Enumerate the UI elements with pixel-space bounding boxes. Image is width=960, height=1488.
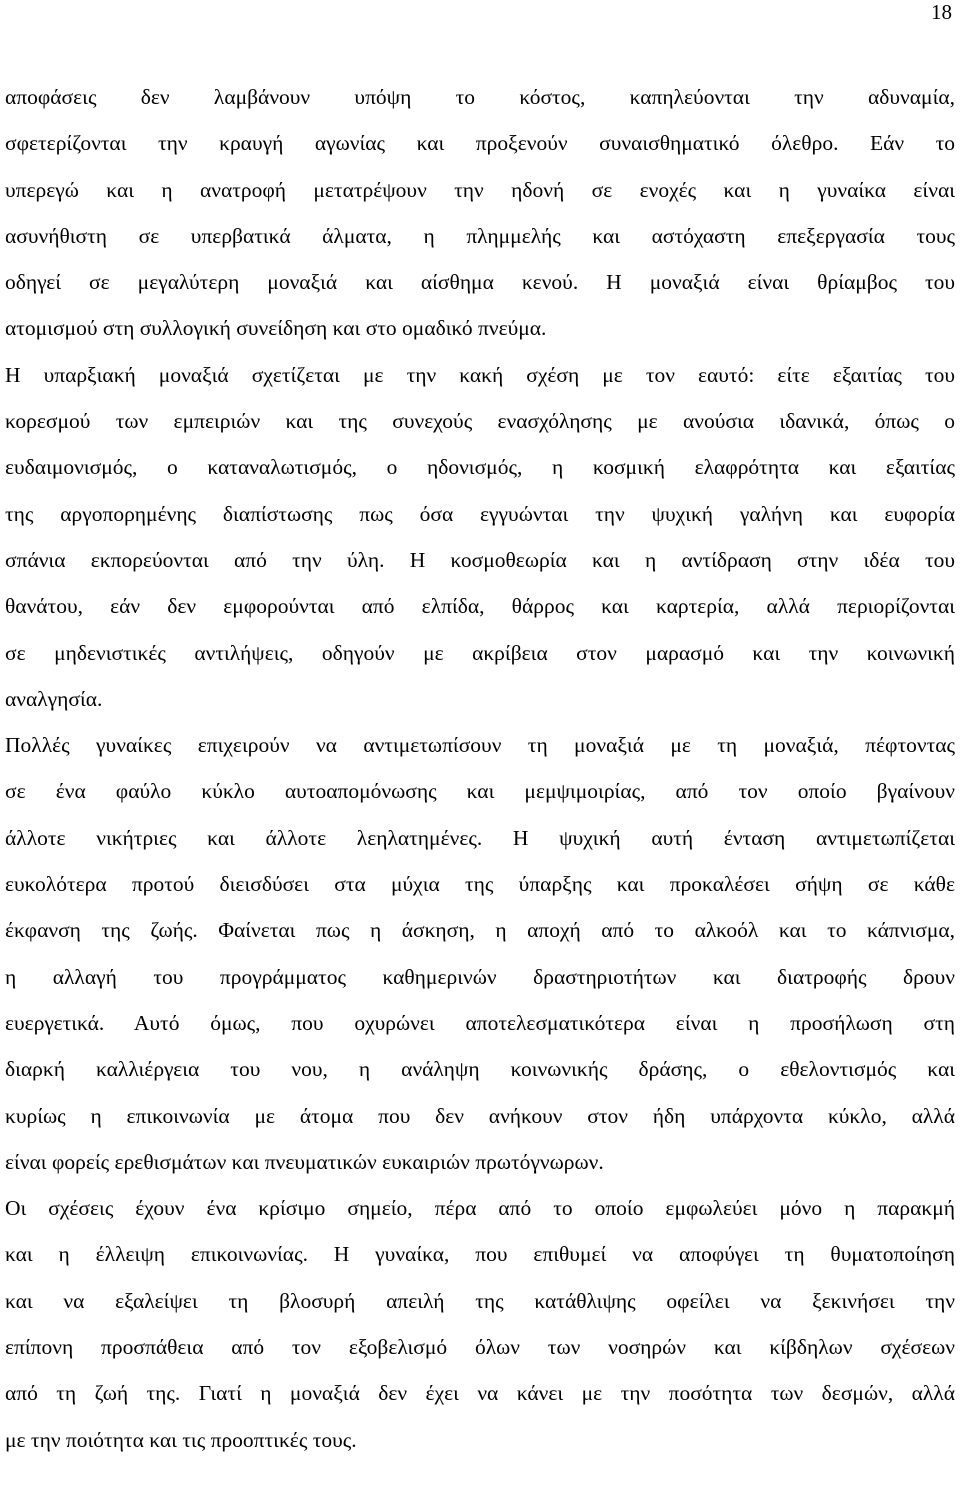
text-line: διαρκή καλλιέργεια του νου, η ανάληψη κοινωνικής δράσης, ο εθελοντισμός και xyxy=(5,1057,955,1082)
text-line: κορεσμού των εμπειριών και της συνεχούς ενασχόλησης με ανούσια ιδανικά, όπως ο xyxy=(5,409,955,434)
text-line: της αργοπορημένης διαπίστωσης πως όσα εγγυώνται την ψυχική γαλήνη και ευφορία xyxy=(5,501,955,526)
text-line: αποφάσεις δεν λαμβάνουν υπόψη το κόστος, καπηλεύονται την αδυναμία, xyxy=(5,85,955,109)
document-body xyxy=(5,74,955,1463)
text-line: Η υπαρξιακή μοναξιά σχετίζεται με την κακή σχέση με τον εαυτό: είτε εξαιτίας του xyxy=(5,362,955,387)
paragraph xyxy=(5,722,955,1463)
text-line: ευκολότερα προτού διεισδύσει στα μύχια της ύπαρξης και προκαλέσει σήψη σε κάθε xyxy=(5,872,955,897)
text-line: είναι φορείς ερεθισμάτων και πνευματικών ευκαιριών πρωτόγνωρων. xyxy=(5,1149,604,1174)
text-line: ατομισμού στη συλλογική συνείδηση και στο ομαδικό πνεύμα. xyxy=(5,316,547,341)
text-line: με την ποιότητα και τις προοπτικές τους. xyxy=(5,1427,357,1452)
text-line: σφετερίζονται την κραυγή αγωνίας και προξενούν συναισθηματικό όλεθρο. Εάν το xyxy=(5,131,955,156)
text-line: Πολλές γυναίκες επιχειρούν να αντιμετωπίσουν τη μοναξιά με τη μοναξιά, πέφτοντας xyxy=(5,733,955,758)
text-line: και η έλλειψη επικοινωνίας. Η γυναίκα, που επιθυμεί να αποφύγει τη θυματοποίηση xyxy=(5,1242,955,1267)
page-number: 18 xyxy=(931,0,952,24)
text-line: έκφανση της ζωής. Φαίνεται πως η άσκηση, η αποχή από το αλκοόλ και το κάπνισμα, xyxy=(5,918,955,943)
text-line: η αλλαγή του προγράμματος καθημερινών δραστηριοτήτων και διατροφής δρουν xyxy=(5,964,955,989)
text-line: θανάτου, εάν δεν εμφορούνται από ελπίδα, θάρρος και καρτερία, αλλά περιορίζονται xyxy=(5,594,955,619)
text-line: επίπονη προσπάθεια από τον εξοβελισμό όλων των νοσηρών και κίβδηλων σχέσεων xyxy=(5,1335,955,1360)
text-line: ευεργετικά. Αυτό όμως, που οχυρώνει αποτελεσματικότερα είναι η προσήλωση στη xyxy=(5,1010,955,1035)
text-line: Οι σχέσεις έχουν ένα κρίσιμο σημείο, πέρα από το οποίο εμφωλεύει μόνο η παρακμή xyxy=(5,1196,955,1221)
text-line: ασυνήθιστη σε υπερβατικά άλματα, η πλημμελής και αστόχαστη επεξεργασία τους xyxy=(5,223,955,248)
text-line: υπερεγώ και η ανατροφή μετατρέψουν την ηδονή σε ενοχές και η γυναίκα είναι xyxy=(5,177,955,202)
text-line: από τη ζωή της. Γιατί η μοναξιά δεν έχει να κάνει με την ποσότητα των δεσμών, αλλά xyxy=(5,1381,955,1406)
text-line: κυρίως η επικοινωνία με άτομα που δεν ανήκουν στον ήδη υπάρχοντα κύκλο, αλλά xyxy=(5,1103,955,1128)
text-line: ευδαιμονισμός, ο καταναλωτισμός, ο ηδονισμός, η κοσμική ελαφρότητα και εξαιτίας xyxy=(5,455,955,480)
text-line: σε ένα φαύλο κύκλο αυτοαπομόνωσης και μεμψιμοιρίας, από τον οποίο βγαίνουν xyxy=(5,779,955,804)
paragraph xyxy=(5,74,955,722)
text-line: αναλγησία. xyxy=(5,686,103,711)
text-line: σπάνια εκπορεύονται από την ύλη. Η κοσμοθεωρία και η αντίδραση στην ιδέα του xyxy=(5,547,955,572)
text-line: άλλοτε νικήτριες και άλλοτε λεηλατημένες. Η ψυχική αυτή ένταση αντιμετωπίζεται xyxy=(5,825,955,850)
text-line: σε μηδενιστικές αντιλήψεις, οδηγούν με ακρίβεια στον μαρασμό και την κοινωνική xyxy=(5,640,955,665)
text-line: οδηγεί σε μεγαλύτερη μοναξιά και αίσθημα κενού. Η μοναξιά είναι θρίαμβος του xyxy=(5,270,955,295)
text-line: και να εξαλείψει τη βλοσυρή απειλή της κατάθλιψης οφείλει να ξεκινήσει την xyxy=(5,1288,955,1313)
